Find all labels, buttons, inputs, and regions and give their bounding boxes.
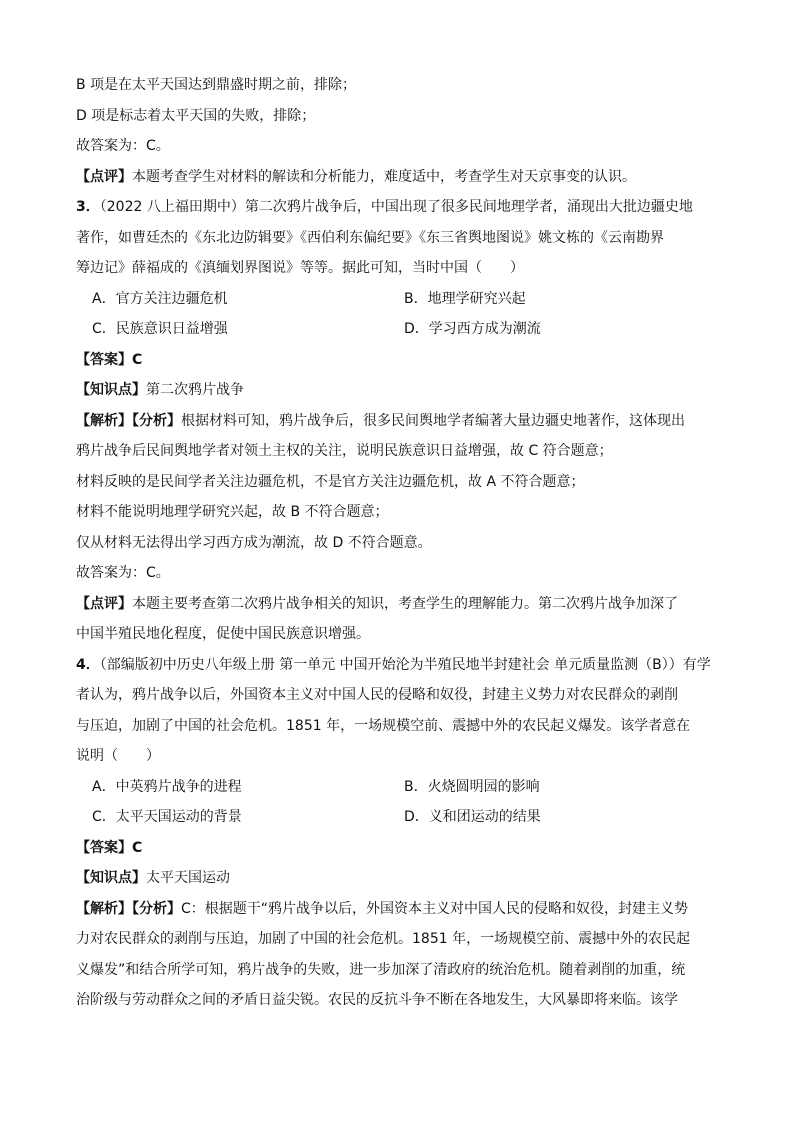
review-tag: 【点评】 [76, 168, 132, 185]
question-4-number: 4． [76, 656, 100, 673]
question-4-line [76, 650, 716, 681]
analysis-text: 根据材料可知，鸦片战争后，很多民间舆地学者编著大量边疆史地著作，这体现出 [181, 412, 685, 429]
analysis-line: 义爆发”和结合所学可知，鸦片战争的失败，进一步加深了清政府的统治危机。随着剥削的加重，统 [76, 961, 686, 978]
option-b: B．地理学研究兴起 [404, 290, 526, 307]
option-a: A．中英鸦片战争的进程 [92, 778, 242, 795]
analysis-text: C：根据题干“鸦片战争以后，外国资本主义对中国人民的侵略和奴役，封建主义势 [181, 900, 689, 917]
question-3-options-row [76, 284, 716, 315]
question-4-line: 说明（ ） [76, 748, 160, 764]
analysis-line: 材料反映的是民间学者关注边疆危机，不是官方关注边疆危机，故 A 不符合题意； [76, 473, 585, 490]
page-content [76, 70, 716, 1016]
analysis-line [76, 894, 716, 925]
analysis-line: 治阶级与劳动群众之间的矛盾日益尖锐。农民的反抗斗争不断在各地发生，大风暴即将来临。该学 [76, 992, 678, 1008]
question-3-line: 筹边记》薛福成的《滇缅划界图说》等等。据此可知，当时中国（ ） [76, 260, 524, 276]
knowledge-line [76, 863, 716, 894]
text-line: D 项是标志着太平天国的失败，排除； [76, 107, 316, 124]
question-4-options-row [76, 802, 716, 833]
analysis-line: 故答案为：C。 [76, 565, 170, 581]
question-3-line: 著作，如曹廷杰的《东北边防辑要》《西伯利东偏纪要》《东三省舆地图说》姚文栋的《云南勘界 [76, 229, 664, 246]
analysis-tag: 【解析】【分析】 [76, 412, 181, 429]
question-4-options-row [76, 772, 716, 803]
option-c: C．民族意识日益增强 [92, 321, 228, 337]
option-d: D．学习西方成为潮流 [404, 321, 541, 337]
analysis-line: 力对农民群众的剥削与压迫，加剧了中国的社会危机。1851 年，一场规模空前、震撼中外的农民起 [76, 931, 691, 947]
knowledge-line [76, 375, 716, 406]
review-line [76, 589, 716, 620]
question-3-options-row [76, 314, 716, 345]
question-3-line [76, 192, 716, 223]
review-text: 本题考查学生对材料的解读和分析能力，难度适中，考查学生对天京事变的认识。 [132, 168, 636, 185]
analysis-line: 鸦片战争后民间舆地学者对领土主权的关注，说明民族意识日益增强，故 C 符合题意； [76, 443, 613, 459]
analysis-tag: 【解析】【分析】 [76, 900, 181, 917]
analysis-line: 材料不能说明地理学研究兴起，故 B 不符合题意； [76, 504, 389, 520]
option-d: D．义和团运动的结果 [404, 809, 541, 825]
answer-line: 【答案】C [76, 351, 143, 368]
review-tag: 【点评】 [76, 595, 132, 612]
review-text: 本题主要考查第二次鸦片战争相关的知识，考查学生的理解能力。第二次鸦片战争加深了 [132, 595, 678, 612]
question-3-number: 3． [76, 199, 100, 215]
knowledge-text: 太平天国运动 [146, 870, 230, 886]
knowledge-text: 第二次鸦片战争 [146, 382, 244, 398]
option-a: A．官方关注边疆危机 [92, 290, 228, 307]
option-c: C．太平天国运动的背景 [92, 809, 242, 825]
analysis-line: 仅从材料无法得出学习西方成为潮流，故 D 不符合题意。 [76, 534, 432, 551]
question-4-stem: （部编版初中历史八年级上册 第一单元 中国开始沦为半殖民地半封建社会 单元质量监测（B））有学 [99, 656, 711, 673]
text-line: B 项是在太平天国达到鼎盛时期之前，排除； [76, 77, 357, 93]
review-line [76, 162, 716, 193]
analysis-line [76, 406, 716, 437]
review-line: 中国半殖民地化程度，促使中国民族意识增强。 [76, 626, 370, 642]
knowledge-tag: 【知识点】 [76, 870, 146, 886]
answer-line: 【答案】C [76, 839, 143, 856]
text-line: 故答案为：C。 [76, 138, 170, 154]
knowledge-tag: 【知识点】 [76, 382, 146, 398]
question-4-line: 与压迫，加剧了中国的社会危机。1851 年，一场规模空前、震撼中外的农民起义爆发。该学者意在 [76, 717, 691, 734]
question-4-line: 者认为，鸦片战争以后，外国资本主义对中国人民的侵略和奴役，封建主义势力对农民群众的剥削 [76, 687, 678, 703]
question-3-stem: （2022 八上福田期中）第二次鸦片战争后，中国出现了很多民间地理学者，涌现出大批边疆史地 [99, 199, 693, 215]
option-b: B．火烧圆明园的影响 [404, 778, 540, 795]
